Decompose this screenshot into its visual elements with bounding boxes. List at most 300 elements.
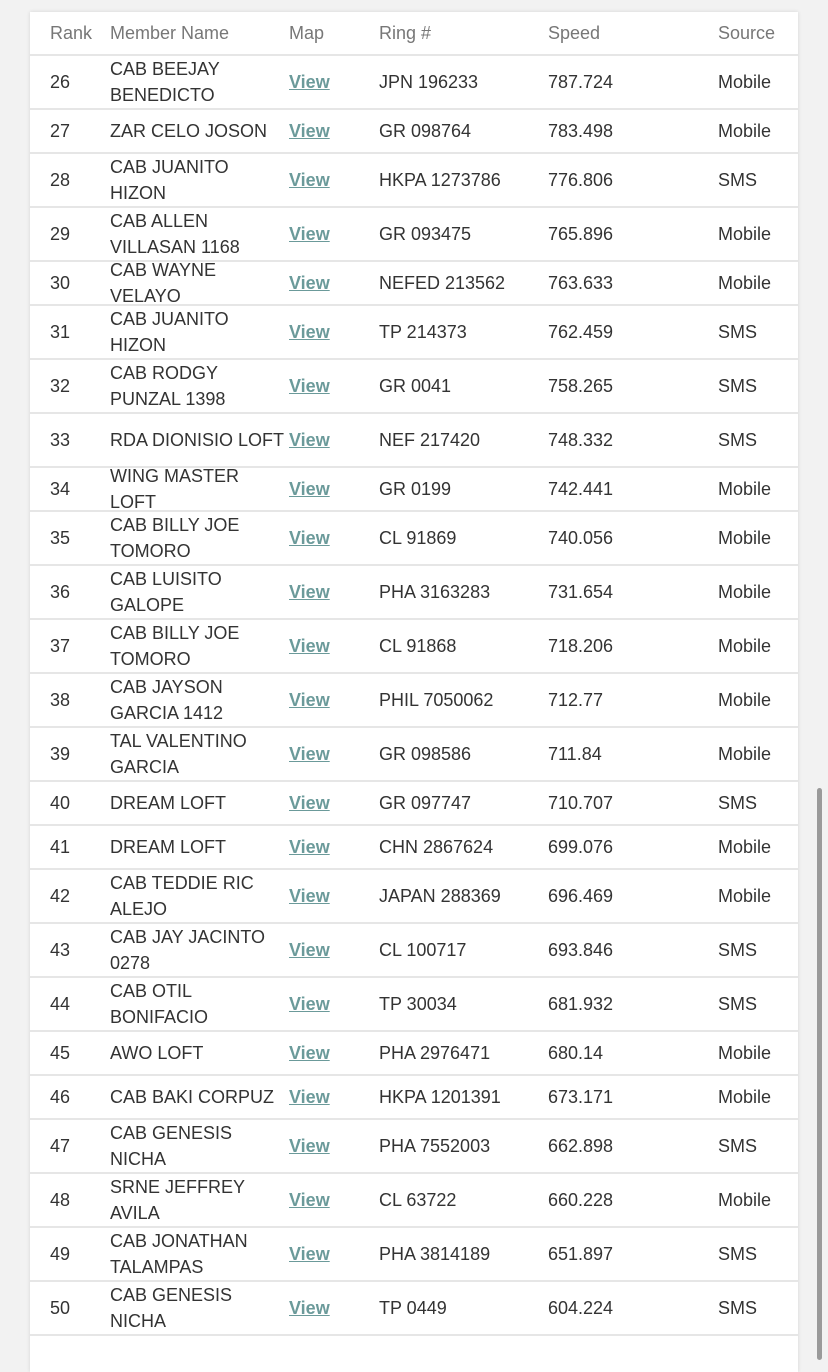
rank-cell-text: 48	[50, 1190, 71, 1210]
source-cell-text: Mobile	[718, 582, 772, 602]
table-row	[30, 414, 798, 468]
header-rank[interactable]: Rank	[50, 23, 93, 43]
ring-cell-text: HKPA 1201391	[379, 1087, 501, 1107]
source-cell	[718, 262, 798, 304]
rank-cell-text: 29	[50, 224, 71, 244]
member-name-cell	[110, 1076, 288, 1118]
speed-cell-text: 681.932	[548, 994, 614, 1014]
ring-cell	[379, 512, 549, 564]
view-map-link[interactable]: View	[289, 1043, 330, 1063]
view-map-link[interactable]: View	[289, 690, 330, 710]
speed-cell	[548, 1174, 698, 1226]
source-cell	[718, 728, 798, 780]
ring-cell	[379, 262, 549, 304]
rank-cell-text: 36	[50, 582, 71, 602]
source-cell	[718, 1120, 798, 1172]
map-cell	[289, 1120, 369, 1172]
member-name-cell-text: CAB BEEJAY BENEDICTO	[110, 59, 220, 105]
member-name-cell-text: SRNE JEFFREY AVILA	[110, 1177, 245, 1223]
ring-cell-text: TP 30034	[379, 994, 457, 1014]
rank-cell	[50, 566, 110, 618]
table-row	[30, 110, 798, 154]
rank-cell	[50, 1174, 110, 1226]
ring-cell-text: CL 100717	[379, 940, 467, 960]
member-name-cell	[110, 512, 288, 564]
speed-cell-text: 740.056	[548, 528, 614, 548]
view-map-link[interactable]: View	[289, 636, 330, 656]
speed-cell	[548, 1032, 698, 1074]
map-cell	[289, 1282, 369, 1334]
source-cell	[718, 1174, 798, 1226]
rank-cell	[50, 414, 110, 466]
rank-cell-text: 30	[50, 273, 71, 293]
rank-cell-text: 26	[50, 72, 71, 92]
speed-cell	[548, 1076, 698, 1118]
speed-cell	[548, 566, 698, 618]
source-cell-text: SMS	[718, 793, 758, 813]
map-cell	[289, 110, 369, 152]
ring-cell	[379, 1120, 549, 1172]
member-name-cell-text: CAB GENESIS NICHA	[110, 1123, 233, 1169]
ring-cell	[379, 1282, 549, 1334]
source-cell-text: Mobile	[718, 837, 772, 857]
ring-cell	[379, 782, 549, 824]
ring-cell-text: GR 098586	[379, 744, 472, 764]
ring-cell-text: PHA 7552003	[379, 1136, 491, 1156]
member-name-cell	[110, 208, 288, 260]
map-cell	[289, 782, 369, 824]
member-name-cell	[110, 782, 288, 824]
source-cell	[718, 782, 798, 824]
member-name-cell	[110, 414, 288, 466]
rank-cell	[50, 1076, 110, 1118]
ring-cell	[379, 110, 549, 152]
header-speed[interactable]: Speed	[548, 23, 601, 43]
member-name-cell-text: TAL VALENTINO GARCIA	[110, 731, 247, 777]
source-cell-text: SMS	[718, 430, 758, 450]
ring-cell-text: NEF 217420	[379, 430, 481, 450]
table-row	[30, 1228, 798, 1282]
source-cell-text: SMS	[718, 1298, 758, 1318]
rank-cell	[50, 1228, 110, 1280]
speed-cell-text: 763.633	[548, 273, 614, 293]
view-map-link[interactable]: View	[289, 837, 330, 857]
table-row	[30, 1282, 798, 1336]
source-cell-text: Mobile	[718, 273, 772, 293]
rank-cell-text: 37	[50, 636, 71, 656]
source-cell	[718, 870, 798, 922]
member-name-cell	[110, 566, 288, 618]
ring-cell	[379, 56, 549, 108]
rank-cell	[50, 208, 110, 260]
member-name-cell-text: CAB LUISITO GALOPE	[110, 569, 222, 615]
table-row	[30, 870, 798, 924]
view-map-link[interactable]: View	[289, 121, 330, 141]
speed-cell	[548, 1228, 698, 1280]
table-row	[30, 1120, 798, 1174]
rank-cell	[50, 728, 110, 780]
ring-cell-text: CL 63722	[379, 1190, 457, 1210]
ring-cell	[379, 1076, 549, 1118]
member-name-cell-text: CAB ALLEN VILLASAN 1168	[110, 211, 240, 257]
ring-cell-text: GR 0199	[379, 479, 452, 499]
member-name-cell-text: CAB BILLY JOE TOMORO	[110, 623, 240, 669]
view-map-link[interactable]: View	[289, 170, 330, 190]
member-name-cell-text: CAB JAY JACINTO 0278	[110, 927, 266, 973]
speed-cell-text: 662.898	[548, 1136, 614, 1156]
speed-cell	[548, 782, 698, 824]
map-cell	[289, 56, 369, 108]
rank-cell	[50, 1120, 110, 1172]
view-map-link[interactable]: View	[289, 1087, 330, 1107]
member-name-cell	[110, 360, 288, 412]
ring-cell	[379, 208, 549, 260]
map-cell	[289, 262, 369, 304]
table-header-row	[30, 12, 798, 56]
ring-cell-text: PHA 2976471	[379, 1043, 491, 1063]
rank-cell-text: 43	[50, 940, 71, 960]
speed-cell-text: 731.654	[548, 582, 614, 602]
map-cell	[289, 154, 369, 206]
speed-cell	[548, 414, 698, 466]
view-map-link[interactable]: View	[289, 376, 330, 396]
header-member-name[interactable]: Member Name	[110, 23, 230, 43]
header-source[interactable]: Source	[718, 23, 776, 43]
rank-cell	[50, 262, 110, 304]
source-cell	[718, 208, 798, 260]
member-name-cell-text: CAB OTIL BONIFACIO	[110, 981, 209, 1027]
speed-cell-text: 758.265	[548, 376, 614, 396]
map-cell	[289, 1032, 369, 1074]
source-cell-text: Mobile	[718, 690, 772, 710]
source-cell	[718, 566, 798, 618]
map-cell	[289, 826, 369, 868]
speed-cell	[548, 360, 698, 412]
ring-cell	[379, 566, 549, 618]
speed-cell-text: 711.84	[548, 744, 602, 764]
table-row	[30, 208, 798, 262]
source-cell	[718, 110, 798, 152]
speed-cell-text: 660.228	[548, 1190, 614, 1210]
member-name-cell	[110, 826, 288, 868]
speed-cell	[548, 924, 698, 976]
source-cell-text: SMS	[718, 376, 758, 396]
rank-cell	[50, 56, 110, 108]
speed-cell	[548, 620, 698, 672]
source-cell-text: Mobile	[718, 886, 772, 906]
source-cell-text: SMS	[718, 994, 758, 1014]
ring-cell	[379, 414, 549, 466]
source-cell	[718, 468, 798, 510]
map-cell	[289, 566, 369, 618]
speed-cell-text: 673.171	[548, 1087, 614, 1107]
ring-cell-text: GR 093475	[379, 224, 472, 244]
table-row	[30, 728, 798, 782]
map-cell	[289, 870, 369, 922]
speed-cell-text: 604.224	[548, 1298, 614, 1318]
rank-cell	[50, 512, 110, 564]
speed-cell-text: 680.14	[548, 1043, 604, 1063]
member-name-cell-text: DREAM LOFT	[110, 837, 227, 857]
speed-cell-text: 651.897	[548, 1244, 614, 1264]
view-map-link[interactable]: View	[289, 273, 330, 293]
rank-cell	[50, 1032, 110, 1074]
map-cell	[289, 306, 369, 358]
ring-cell-text: JPN 196233	[379, 72, 479, 92]
member-name-cell	[110, 1228, 288, 1280]
source-cell	[718, 56, 798, 108]
map-cell	[289, 1076, 369, 1118]
table-row	[30, 620, 798, 674]
source-cell	[718, 1228, 798, 1280]
table-row	[30, 1174, 798, 1228]
map-cell	[289, 978, 369, 1030]
source-cell	[718, 360, 798, 412]
source-cell	[718, 1282, 798, 1334]
speed-cell-text: 693.846	[548, 940, 614, 960]
source-cell	[718, 414, 798, 466]
table-row	[30, 512, 798, 566]
rank-cell-text: 33	[50, 430, 71, 450]
speed-cell-text: 783.498	[548, 121, 614, 141]
header-ring[interactable]: Ring #	[379, 23, 432, 43]
map-cell	[289, 1174, 369, 1226]
rank-cell-text: 42	[50, 886, 71, 906]
ring-cell	[379, 1228, 549, 1280]
ring-cell	[379, 978, 549, 1030]
source-cell-text: Mobile	[718, 1087, 772, 1107]
member-name-cell	[110, 154, 288, 206]
member-name-cell-text: CAB BAKI CORPUZ	[110, 1087, 275, 1107]
member-name-cell	[110, 1120, 288, 1172]
view-map-link[interactable]: View	[289, 886, 330, 906]
member-name-cell-text: DREAM LOFT	[110, 793, 227, 813]
table-row	[30, 1032, 798, 1076]
speed-cell-text: 762.459	[548, 322, 614, 342]
ring-cell-text: CL 91868	[379, 636, 457, 656]
rank-cell	[50, 154, 110, 206]
member-name-cell-text: CAB JAYSON GARCIA 1412	[110, 677, 224, 723]
ring-cell	[379, 924, 549, 976]
speed-cell	[548, 56, 698, 108]
ring-cell	[379, 306, 549, 358]
ring-cell-text: CL 91869	[379, 528, 457, 548]
results-table	[30, 12, 798, 1372]
ring-cell-text: HKPA 1273786	[379, 170, 501, 190]
ring-cell-text: GR 097747	[379, 793, 472, 813]
speed-cell-text: 699.076	[548, 837, 614, 857]
rank-cell	[50, 924, 110, 976]
ring-cell	[379, 468, 549, 510]
member-name-cell-text: CAB WAYNE VELAYO	[110, 260, 217, 306]
rank-cell-text: 50	[50, 1298, 71, 1318]
view-map-link[interactable]: View	[289, 1190, 330, 1210]
map-cell	[289, 620, 369, 672]
view-map-link[interactable]: View	[289, 479, 330, 499]
member-name-cell	[110, 924, 288, 976]
rank-cell-text: 44	[50, 994, 71, 1014]
table-row	[30, 154, 798, 208]
source-cell-text: Mobile	[718, 636, 772, 656]
table-row	[30, 924, 798, 978]
source-cell	[718, 512, 798, 564]
speed-cell-text: 710.707	[548, 793, 614, 813]
speed-cell-text: 742.441	[548, 479, 614, 499]
member-name-cell	[110, 728, 288, 780]
speed-cell-text: 765.896	[548, 224, 614, 244]
rank-cell	[50, 306, 110, 358]
rank-cell	[50, 870, 110, 922]
map-cell	[289, 360, 369, 412]
source-cell	[718, 924, 798, 976]
member-name-cell	[110, 978, 288, 1030]
speed-cell	[548, 468, 698, 510]
ring-cell-text: TP 0449	[379, 1298, 447, 1318]
speed-cell	[548, 154, 698, 206]
member-name-cell-text: CAB BILLY JOE TOMORO	[110, 515, 240, 561]
member-name-cell-text: ZAR CELO JOSON	[110, 121, 268, 141]
member-name-cell-text: CAB JUANITO HIZON	[110, 157, 229, 203]
source-cell-text: Mobile	[718, 1190, 772, 1210]
table-row	[30, 468, 798, 512]
table-row	[30, 56, 798, 110]
rank-cell-text: 31	[50, 322, 71, 342]
speed-cell	[548, 674, 698, 726]
speed-cell-text: 718.206	[548, 636, 614, 656]
rank-cell-text: 45	[50, 1043, 71, 1063]
speed-cell	[548, 110, 698, 152]
map-cell	[289, 414, 369, 466]
rank-cell-text: 27	[50, 121, 71, 141]
speed-cell	[548, 1282, 698, 1334]
ring-cell	[379, 728, 549, 780]
ring-cell-text: PHIL 7050062	[379, 690, 494, 710]
source-cell-text: Mobile	[718, 72, 772, 92]
table-row	[30, 978, 798, 1032]
source-cell-text: Mobile	[718, 224, 772, 244]
rank-cell-text: 35	[50, 528, 71, 548]
view-map-link[interactable]: View	[289, 744, 330, 764]
speed-cell	[548, 512, 698, 564]
map-cell	[289, 924, 369, 976]
ring-cell-text: CHN 2867624	[379, 837, 494, 857]
table-row	[30, 782, 798, 826]
source-cell	[718, 978, 798, 1030]
view-map-link[interactable]: View	[289, 1298, 330, 1318]
ring-cell	[379, 154, 549, 206]
ring-cell	[379, 1032, 549, 1074]
member-name-cell-text: CAB GENESIS NICHA	[110, 1285, 233, 1331]
rank-cell	[50, 978, 110, 1030]
rank-cell-text: 41	[50, 837, 71, 857]
source-cell-text: SMS	[718, 1136, 758, 1156]
map-cell	[289, 1228, 369, 1280]
rank-cell	[50, 620, 110, 672]
speed-cell	[548, 728, 698, 780]
ring-cell-text: PHA 3163283	[379, 582, 491, 602]
view-map-link[interactable]: View	[289, 793, 330, 813]
table-row	[30, 826, 798, 870]
ring-cell-text: GR 098764	[379, 121, 472, 141]
view-map-link[interactable]: View	[289, 940, 330, 960]
ring-cell	[379, 826, 549, 868]
source-cell-text: Mobile	[718, 121, 772, 141]
member-name-cell-text: CAB TEDDIE RIC ALEJO	[110, 873, 254, 919]
rank-cell-text: 49	[50, 1244, 71, 1264]
map-cell	[289, 468, 369, 510]
source-cell	[718, 826, 798, 868]
member-name-cell	[110, 468, 288, 510]
speed-cell	[548, 1120, 698, 1172]
view-map-link[interactable]: View	[289, 72, 330, 92]
view-map-link[interactable]: View	[289, 994, 330, 1014]
member-name-cell	[110, 1282, 288, 1334]
rank-cell-text: 46	[50, 1087, 71, 1107]
table-row	[30, 262, 798, 306]
source-cell-text: SMS	[718, 940, 758, 960]
scrollbar-thumb[interactable]	[817, 788, 822, 1360]
member-name-cell	[110, 674, 288, 726]
ring-cell	[379, 674, 549, 726]
view-map-link[interactable]: View	[289, 528, 330, 548]
source-cell-text: Mobile	[718, 1043, 772, 1063]
speed-cell-text: 712.77	[548, 690, 604, 710]
speed-cell	[548, 262, 698, 304]
member-name-cell-text: CAB JUANITO HIZON	[110, 309, 229, 355]
speed-cell-text: 696.469	[548, 886, 614, 906]
source-cell	[718, 1076, 798, 1118]
ring-cell-text: PHA 3814189	[379, 1244, 491, 1264]
speed-cell-text: 787.724	[548, 72, 614, 92]
rank-cell-text: 32	[50, 376, 71, 396]
view-map-link[interactable]: View	[289, 430, 330, 450]
member-name-cell	[110, 620, 288, 672]
source-cell	[718, 1032, 798, 1074]
member-name-cell	[110, 1174, 288, 1226]
member-name-cell	[110, 56, 288, 108]
source-cell-text: SMS	[718, 170, 758, 190]
member-name-cell-text: CAB JONATHAN TALAMPAS	[110, 1231, 248, 1277]
rank-cell-text: 34	[50, 479, 71, 499]
table-row	[30, 1076, 798, 1120]
speed-cell	[548, 978, 698, 1030]
rank-cell-text: 47	[50, 1136, 71, 1156]
ring-cell-text: GR 0041	[379, 376, 452, 396]
view-map-link[interactable]: View	[289, 322, 330, 342]
table-row	[30, 306, 798, 360]
speed-cell	[548, 208, 698, 260]
ring-cell	[379, 360, 549, 412]
rank-cell	[50, 782, 110, 824]
rank-cell-text: 40	[50, 793, 71, 813]
member-name-cell-text: WING MASTER LOFT	[110, 466, 239, 512]
source-cell-text: SMS	[718, 322, 758, 342]
rank-cell	[50, 110, 110, 152]
map-cell	[289, 208, 369, 260]
view-map-link[interactable]: View	[289, 224, 330, 244]
ring-cell-text: NEFED 213562	[379, 273, 506, 293]
member-name-cell	[110, 306, 288, 358]
view-map-link[interactable]: View	[289, 1136, 330, 1156]
member-name-cell-text: CAB RODGY PUNZAL 1398	[110, 363, 226, 409]
member-name-cell	[110, 870, 288, 922]
source-cell-text: SMS	[718, 1244, 758, 1264]
view-map-link[interactable]: View	[289, 582, 330, 602]
speed-cell	[548, 306, 698, 358]
ring-cell	[379, 870, 549, 922]
view-map-link[interactable]: View	[289, 1244, 330, 1264]
speed-cell-text: 748.332	[548, 430, 614, 450]
